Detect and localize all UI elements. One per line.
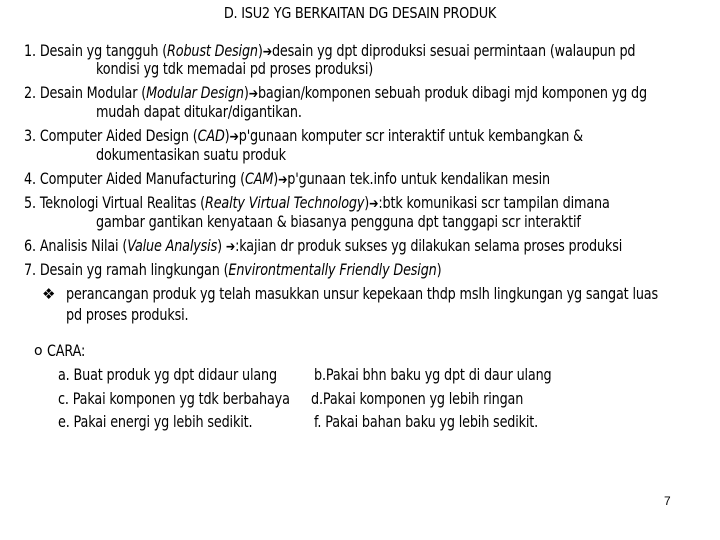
- item-number: 5.: [24, 193, 40, 212]
- item-5-continuation: gambar gantikan kenyataan & biasanya pengguna dpt tanggapi scr interaktif: [96, 212, 581, 231]
- item-close: ): [217, 236, 226, 255]
- cara-label: CARA:: [47, 341, 86, 360]
- item-1-continuation: kondisi yg tdk memadai pd proses produksi): [96, 59, 374, 78]
- item-term: Environtmentally Friendly Design: [228, 260, 437, 279]
- arrow-icon: ➔: [229, 129, 239, 145]
- item-close: ): [257, 41, 263, 60]
- item-close: ): [273, 169, 279, 188]
- sub-bullet-line-1: perancangan produk yg telah masukkan unsur kepekaan thdp mslh lingkungan yg sangat luas: [66, 284, 658, 303]
- page-number: 7: [664, 494, 671, 508]
- arrow-icon: ➔: [278, 172, 288, 188]
- item-term: Modular Design: [146, 83, 244, 102]
- item-desc: bagian/komponen sebuah produk dibagi mjd komponen yg dg: [257, 83, 647, 102]
- arrow-icon: ➔: [262, 44, 272, 60]
- item-term: CAM: [244, 169, 274, 188]
- item-desc: p'gunaan tek.info untuk kendalikan mesin: [287, 169, 550, 188]
- cara-item-b: b.Pakai bhn baku yg dpt di daur ulang: [314, 365, 552, 384]
- item-text: Computer Aided Manufacturing (: [39, 169, 245, 188]
- item-close: ): [243, 83, 249, 102]
- item-text: Analisis Nilai (: [39, 236, 128, 255]
- cara-item-a: a. Buat produk yg dpt didaur ulang: [58, 365, 277, 384]
- circle-bullet-icon: o: [34, 343, 43, 359]
- item-close: ): [224, 126, 230, 145]
- item-number: 2.: [24, 83, 40, 102]
- item-text: Desain yg tangguh (: [39, 41, 168, 60]
- item-number: 6.: [24, 236, 40, 255]
- item-number: 3.: [24, 126, 40, 145]
- item-term: Robust Design: [167, 41, 258, 60]
- item-term: Realty Virtual Technology: [204, 193, 365, 212]
- item-4: [24, 168, 550, 191]
- item-text: Teknologi Virtual Realitas (: [39, 193, 205, 212]
- item-term: CAD: [197, 126, 225, 145]
- arrow-icon: ➔: [369, 196, 379, 212]
- item-number: 1.: [24, 41, 40, 60]
- item-desc: desain yg dpt diproduksi sesuai permintaan (walaupun pd: [271, 41, 636, 60]
- arrow-icon: ➔: [225, 239, 236, 255]
- item-3-continuation: dokumentasikan suatu produk: [96, 145, 286, 164]
- item-7: [24, 259, 441, 281]
- item-text: Desain Modular (: [39, 83, 147, 102]
- item-text: Desain yg ramah lingkungan (: [39, 260, 229, 279]
- item-desc: p'gunaan komputer scr interaktif untuk kembangkan &: [238, 126, 583, 145]
- item-number: 7.: [24, 260, 40, 279]
- item-2-continuation: mudah dapat ditukar/digantikan.: [96, 102, 302, 121]
- arrow-icon: ➔: [248, 86, 258, 102]
- cara-item-e: e. Pakai energi yg lebih sedikit.: [58, 412, 253, 431]
- diamond-bullet-icon: ❖: [42, 285, 56, 303]
- cara-item-f: f. Pakai bahan baku yg lebih sedikit.: [314, 412, 539, 431]
- item-text: Computer Aided Design (: [39, 126, 198, 145]
- item-desc: :kajian dr produk sukses yg dilakukan selama proses produksi: [235, 236, 623, 255]
- cara-item-c: c. Pakai komponen yg tdk berbahaya: [58, 389, 290, 408]
- item-close: ): [436, 260, 442, 279]
- item-term: Value Analysis: [127, 236, 218, 255]
- item-6: [24, 235, 622, 258]
- cara-item-d: d.Pakai komponen yg lebih ringan: [311, 389, 524, 408]
- sub-bullet-line-2: pd proses produksi.: [66, 305, 189, 324]
- slide-title: D. ISU2 YG BERKAITAN DG DESAIN PRODUK: [223, 4, 497, 22]
- item-desc: :btk komunikasi scr tampilan dimana: [378, 193, 610, 212]
- item-close: ): [364, 193, 370, 212]
- item-number: 4.: [24, 169, 40, 188]
